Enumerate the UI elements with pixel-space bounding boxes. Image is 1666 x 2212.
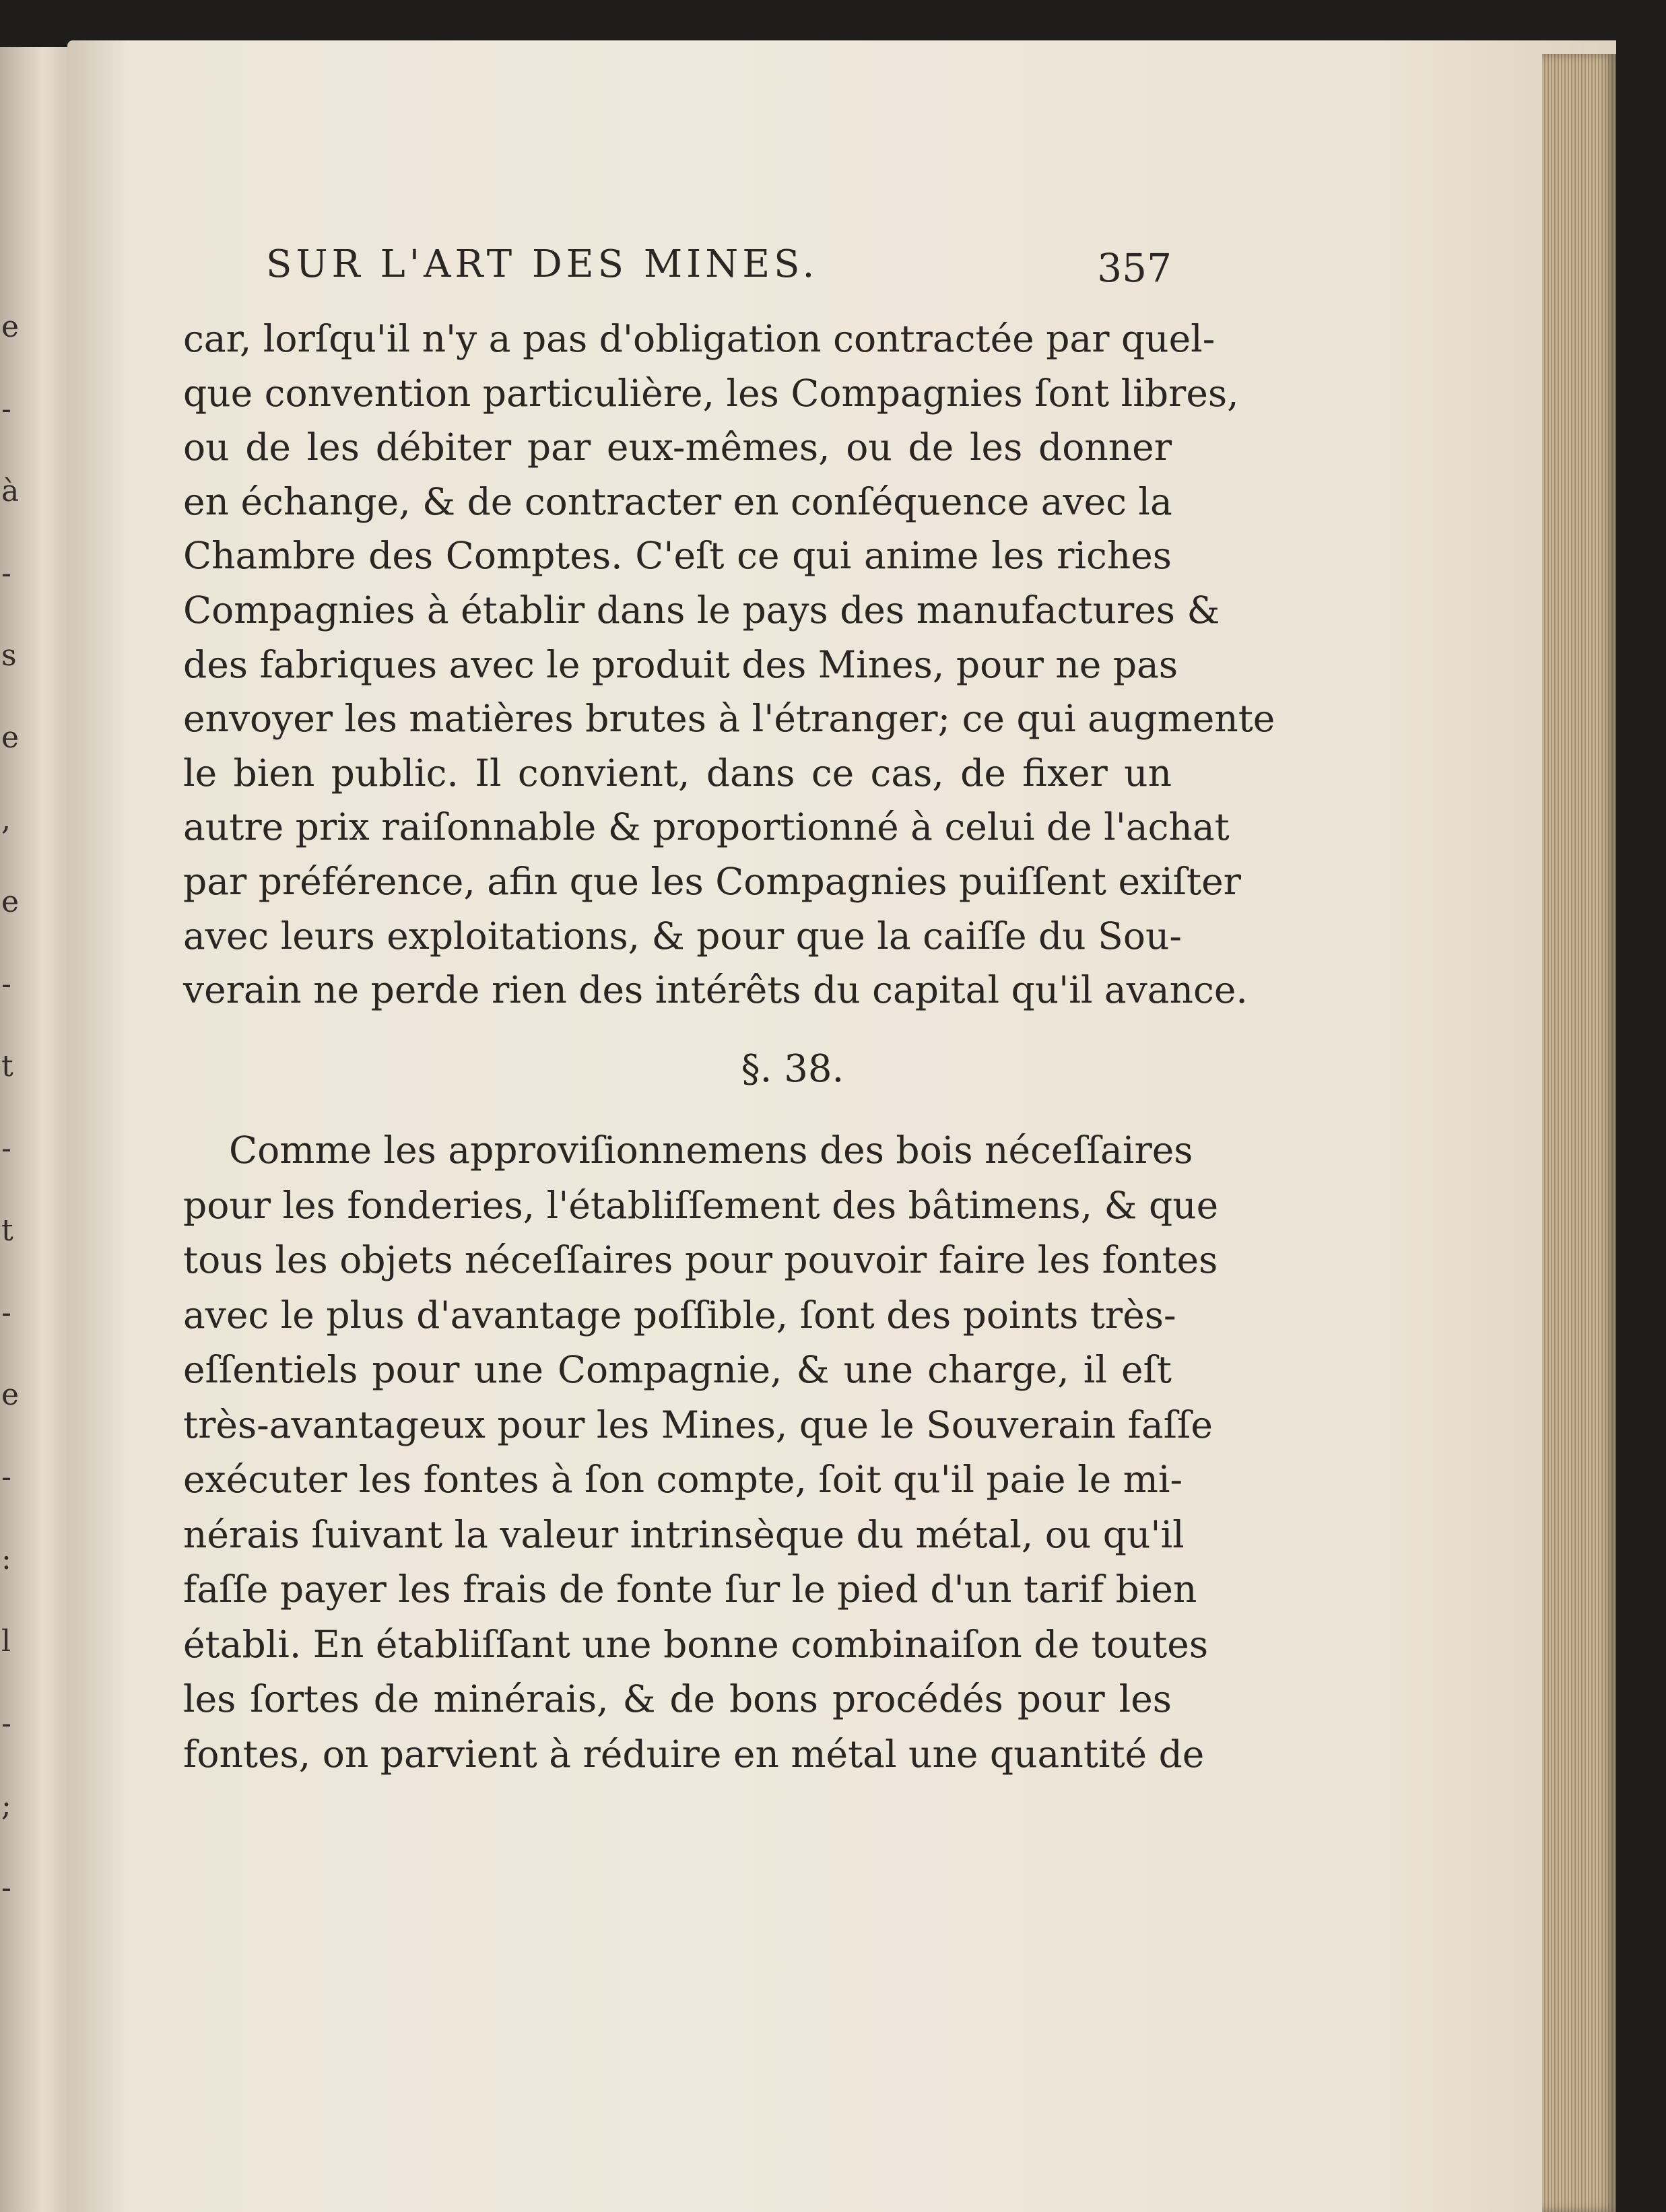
left-page-fragment: s bbox=[1, 638, 17, 673]
left-page-fragment: - bbox=[1, 1871, 11, 1905]
text-line: avec leurs exploitations, & pour que la caiſſe du Sou- bbox=[183, 914, 1182, 958]
text-line: faſſe payer les frais de fonte ſur le pied d'un tarif bien bbox=[183, 1568, 1197, 1611]
text-line: par préférence, afin que les Compagnies puiſſent exiſter bbox=[183, 860, 1241, 903]
left-page-fragment: - bbox=[1, 1296, 11, 1330]
page-number: 357 bbox=[1097, 245, 1172, 291]
left-page-fragment: e bbox=[1, 720, 20, 755]
text-line: avec le plus d'avantage poſſible, ſont des points très- bbox=[183, 1293, 1176, 1337]
left-page-fragment: e bbox=[1, 310, 20, 344]
left-page-fragment: - bbox=[1, 1460, 11, 1494]
text-line: eſſentiels pour une Compagnie, & une charge, il eſt bbox=[183, 1348, 1172, 1391]
section-heading-text: §. 38. bbox=[741, 1047, 844, 1091]
text-line: les ſortes de minérais, & de bons procédés pour les bbox=[183, 1677, 1172, 1720]
text-line: des fabriques avec le produit des Mines, pour ne pas bbox=[183, 642, 1178, 686]
left-page-fragment: - bbox=[1, 392, 11, 426]
left-page-fragment: , bbox=[1, 803, 11, 837]
text-line: fontes, on parvient à réduire en métal une quantité de bbox=[183, 1732, 1205, 1776]
page-block-edge bbox=[1542, 54, 1616, 2212]
text-line: le bien public. Il convient, dans ce cas, de fixer un bbox=[183, 751, 1172, 795]
text-line: envoyer les matières brutes à l'étranger; ce qui augmente bbox=[183, 697, 1275, 741]
left-page-fragment: - bbox=[1, 1706, 11, 1741]
left-page-fragment: t bbox=[1, 1049, 13, 1083]
text-line: en échange, & de contracter en conſéquence avec la bbox=[183, 479, 1172, 523]
text-line: Chambre des Comptes. C'eſt ce qui anime les riches bbox=[183, 534, 1172, 578]
text-line: pour les fonderies, l'établiſſement des bâtimens, & que bbox=[183, 1183, 1219, 1227]
left-page-fragment: - bbox=[1, 556, 11, 591]
left-page-fragment: - bbox=[1, 967, 11, 1001]
text-line: car, lorſqu'il n'y a pas d'obligation contractée par quel- bbox=[183, 317, 1215, 360]
section-heading bbox=[0, 1047, 1666, 1091]
text-line: ou de les débiter par eux-mêmes, ou de les donner bbox=[183, 426, 1172, 469]
text-line: Compagnies à établir dans le pays des manufactures & bbox=[183, 589, 1220, 632]
left-page-fragment: ; bbox=[1, 1788, 11, 1823]
left-page-fragment: à bbox=[1, 474, 20, 508]
text-line: que convention particulière, les Compagnies ſont libres, bbox=[183, 371, 1239, 415]
text-line: nérais ſuivant la valeur intrinsèque du métal, ou qu'il bbox=[183, 1512, 1185, 1556]
text-line: très-avantageux pour les Mines, que le Souverain faſſe bbox=[183, 1403, 1213, 1446]
text-line: verain ne perde rien des intérêts du capital qu'il avance. bbox=[183, 968, 1248, 1012]
left-page-fragment: t bbox=[1, 1213, 13, 1248]
left-page-fragment: e bbox=[1, 1378, 20, 1412]
running-title: SUR L'ART DES MINES. bbox=[266, 242, 819, 286]
left-page-fragment: l bbox=[1, 1624, 11, 1658]
left-page-fragment: - bbox=[1, 1131, 11, 1166]
text-line: exécuter les fontes à ſon compte, ſoit qu'il paie le mi- bbox=[183, 1458, 1183, 1501]
text-line: Comme les approviſionnemens des bois néceſſaires bbox=[229, 1129, 1193, 1172]
left-page-fragment: e bbox=[1, 885, 20, 919]
text-line: autre prix raiſonnable & proportionné à celui de l'achat bbox=[183, 805, 1230, 849]
page-header bbox=[266, 242, 1172, 296]
text-line: établi. En établiſſant une bonne combinaiſon de toutes bbox=[183, 1622, 1209, 1666]
left-page-fragment: : bbox=[1, 1542, 11, 1576]
text-line: tous les objets néceſſaires pour pouvoir faire les fontes bbox=[183, 1238, 1218, 1281]
